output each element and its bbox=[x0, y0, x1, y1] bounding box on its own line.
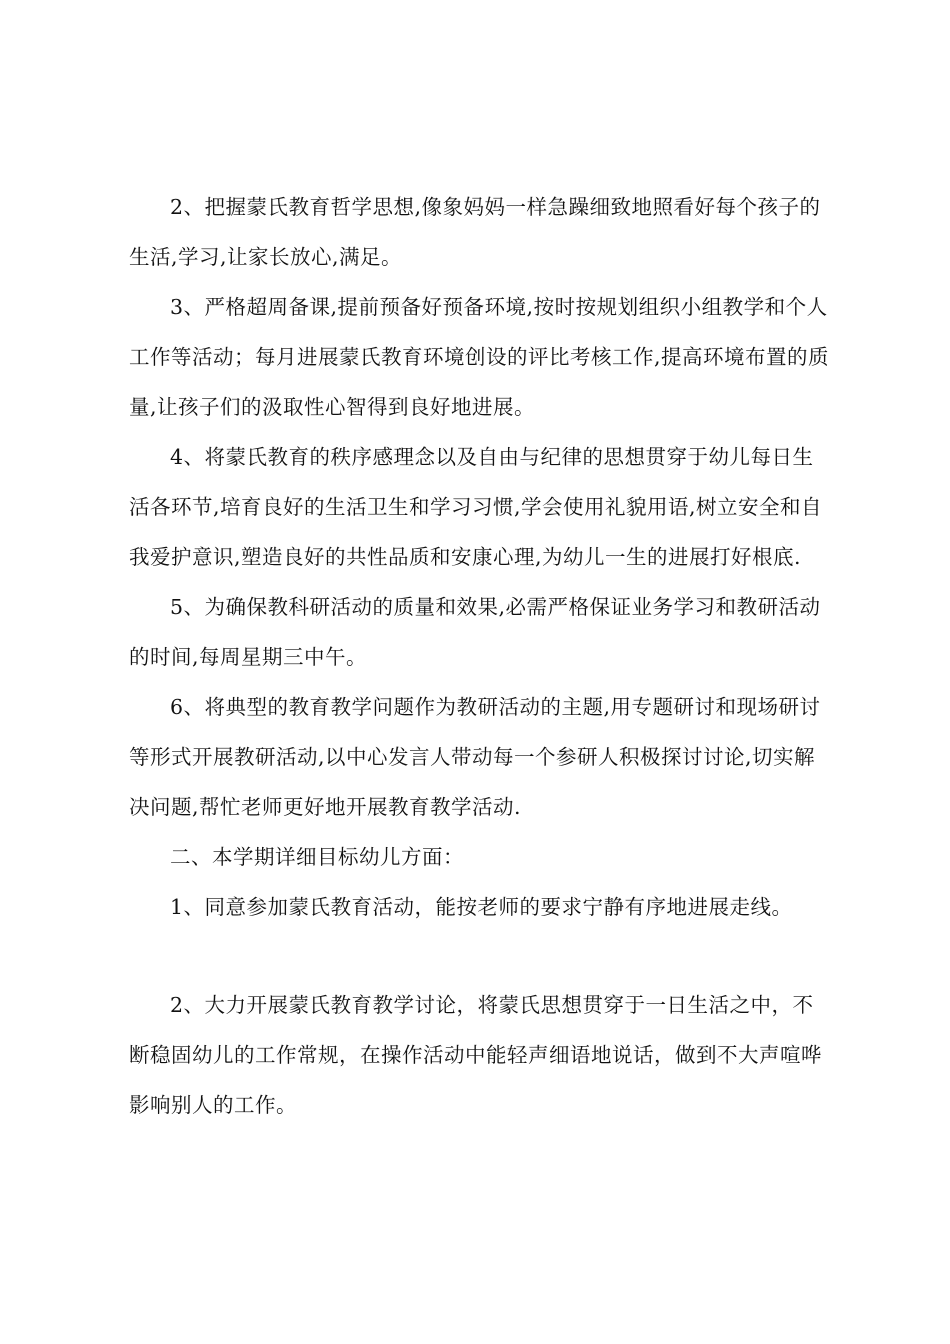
paragraph-item-5: 5、为确保教科研活动的质量和效果,必需严格保证业务学习和教研活动的时间,每周星期三中午。 bbox=[129, 595, 821, 669]
paragraph-item-6: 6、将典型的教育教学问题作为教研活动的主题,用专题研讨和现场研讨等形式开展教研活动,以中心发言人带动每一个参研人积极探讨讨论,切实解决问题,帮忙老师更好地开展教育教学活动. bbox=[129, 695, 821, 819]
paragraph-item-2: 2、把握蒙氏教育哲学思想,像象妈妈一样急躁细致地照看好每个孩子的生活,学习,让家长放心,满足。 bbox=[129, 195, 821, 269]
section-heading: 二、本学期详细目标幼儿方面： bbox=[170, 845, 464, 869]
goal-item-1: 1、同意参加蒙氏教育活动，能按老师的要求宁静有序地进展走线。 bbox=[170, 895, 793, 919]
document-body bbox=[129, 182, 834, 1130]
goal-item-2: 2、大力开展蒙氏教育教学讨论，将蒙氏思想贯穿于一日生活之中，不断稳固幼儿的工作常规，在操作活动中能轻声细语地说话，做到不大声喧哗影响别人的工作。 bbox=[129, 993, 822, 1117]
paragraph-item-3: 3、严格超周备课,提前预备好预备环境,按时按规划组织小组教学和个人工作等活动；每月进展蒙氏教育环境创设的评比考核工作,提高环境布置的质量,让孩子们的汲取性心智得到良好地进展。 bbox=[129, 295, 830, 419]
paragraph-item-4: 4、将蒙氏教育的秩序感理念以及自由与纪律的思想贯穿于幼儿每日生活各环节,培育良好的生活卫生和学习习惯,学会使用礼貌用语,树立安全和自我爱护意识,塑造良好的共性品质和安康心理,为幼儿一生的进展打好根底. bbox=[129, 445, 823, 569]
